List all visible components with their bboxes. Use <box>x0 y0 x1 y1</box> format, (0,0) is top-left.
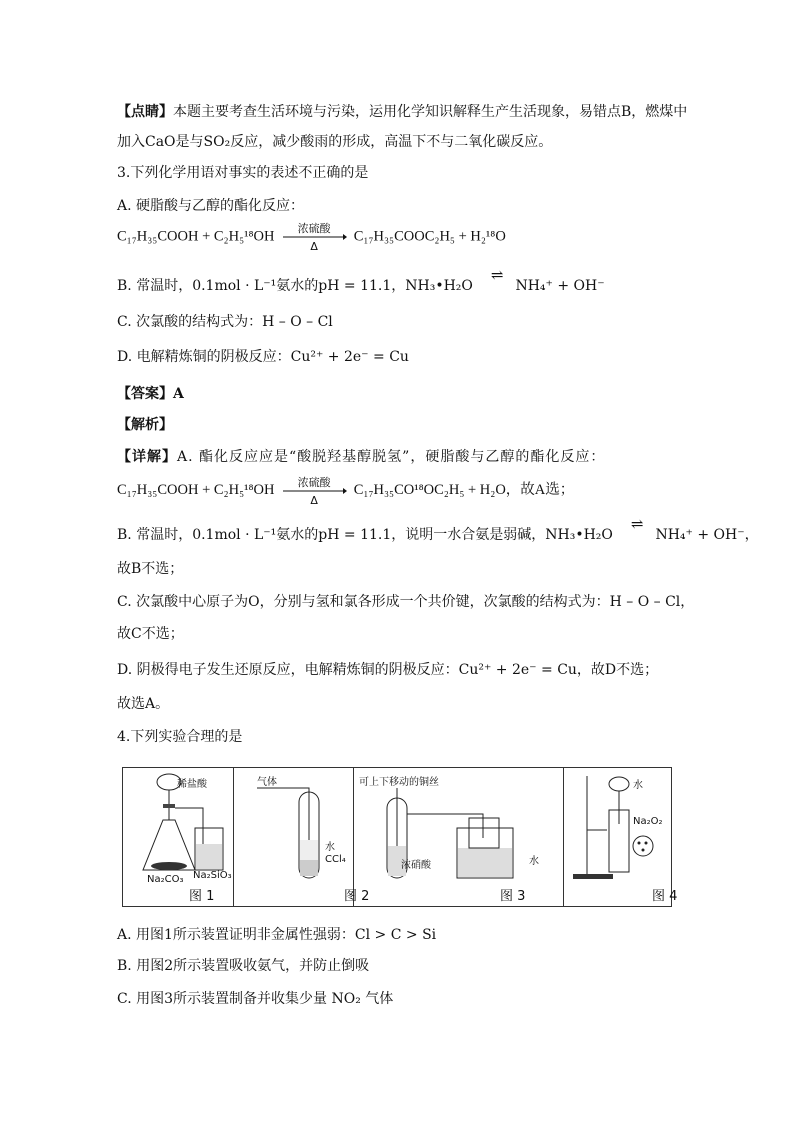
figure-3: 可上下移动的铜丝 浓硝酸 水 <box>353 768 564 906</box>
figure-3-caption: 图 3 <box>500 889 526 904</box>
equilibrium-arrow-icon: ⇌ <box>490 266 504 284</box>
analysis-heading: 【解析】 <box>117 417 173 433</box>
figure-4: 水 Na₂O₂ <box>563 768 671 906</box>
apparatus-2-icon <box>233 768 353 888</box>
conclusion: 故选A。 <box>117 696 170 712</box>
q4-option-b: B. 用图2所示装置吸收氨气，并防止倒吸 <box>117 958 370 974</box>
detail-c-line-1: C. 次氯酸中心原子为O，分别与氢和氯各形成一个共价键，次氯酸的结构式为：H – O – Cl， <box>117 594 695 610</box>
apparatus-4-icon <box>563 768 671 888</box>
detail-a: 【详解】A. 酯化反应应是“酸脱羟基醇脱氢”，硬脂酸与乙醇的酯化反应： <box>117 449 606 465</box>
q4-stem: 4.下列实验合理的是 <box>117 729 243 745</box>
q4-option-c: C. 用图3所示装置制备并收集少量 NO₂ 气体 <box>117 991 394 1007</box>
experiment-figures <box>122 767 672 907</box>
note-line-2: 加入CaO是与SO₂反应，减少酸雨的形成，高温下不与二氧化碳反应。 <box>117 134 553 150</box>
answer: 【答案】A <box>117 386 184 402</box>
detail-b-line-2: 故B不选； <box>117 561 184 577</box>
equilibrium-arrow-icon: ⇌ <box>630 515 644 533</box>
detail-c-line-2: 故C不选； <box>117 626 184 642</box>
figure-2-caption: 图 2 <box>344 889 370 904</box>
figure-4-caption: 图 4 <box>652 889 678 904</box>
q3-option-c: C. 次氯酸的结构式为：H – O – Cl <box>117 314 333 330</box>
note-line-1: 【点睛】本题主要考查生活环境与污染，运用化学知识解释生产生活现象，易错点B，燃煤中 <box>117 104 688 120</box>
q3-equation-a: C₁₇H₃₅COOH + C₂H₅¹⁸OH 浓硫酸 Δ C₁₇H₃₅COOC₂H₅ + H₂¹⁸O <box>117 222 506 253</box>
figure-1: 稀盐酸 Na₂CO₃ Na₂SiO₃ <box>123 768 234 906</box>
reaction-arrow: 浓硫酸 Δ <box>281 226 347 248</box>
q3-option-a: A. 硬脂酸与乙醇的酯化反应： <box>117 198 305 214</box>
q3-option-b: B. 常温时，0.1mol · L⁻¹氨水的pH = 11.1，NH₃•H₂O⇌NH₄⁺ + OH⁻ <box>117 266 605 294</box>
q3-stem: 3.下列化学用语对事实的表述不正确的是 <box>117 165 369 181</box>
q3-option-d: D. 电解精炼铜的阴极反应：Cu²⁺ + 2e⁻ = Cu <box>117 349 409 365</box>
reaction-arrow: 浓硫酸 Δ <box>281 480 347 502</box>
detail-equation: C₁₇H₃₅COOH + C₂H₅¹⁸OH 浓硫酸 Δ C₁₇H₃₅CO¹⁸OC₂H₅ + H₂O，故A选； <box>117 475 575 507</box>
figure-2: 气体 水 CCl₄ <box>233 768 354 906</box>
detail-d: D. 阴极得电子发生还原反应，电解精炼铜的阴极反应：Cu²⁺ + 2e⁻ = Cu，故D不选； <box>117 662 659 678</box>
detail-b-line-1: B. 常温时，0.1mol · L⁻¹氨水的pH = 11.1，说明一水合氨是弱碱，NH₃•H₂O⇌NH₄⁺ + OH⁻， <box>117 515 759 543</box>
q4-option-a: A. 用图1所示装置证明非金属性强弱：Cl > C > Si <box>117 927 437 943</box>
figure-1-caption: 图 1 <box>189 889 215 904</box>
